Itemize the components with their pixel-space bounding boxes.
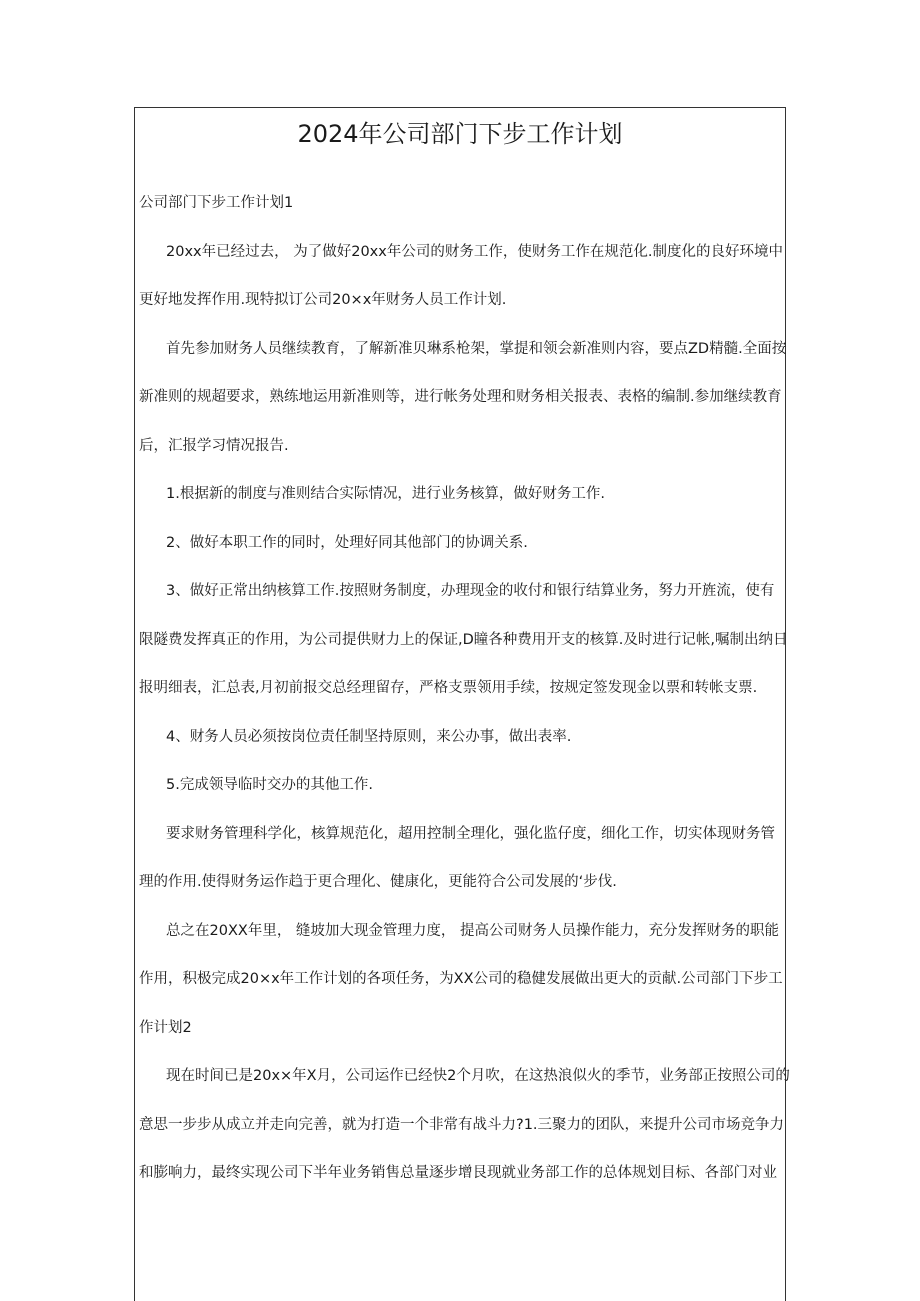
paragraph-line: 报明细表，汇总表,月初前报交总经理留存，严格支票领用手续，按规定签发现金以票和转帐支票. <box>139 680 758 696</box>
paragraph-line: 总之在20XX年里， 缝坡加大现金管理力度， 提高公司财务人员操作能力，充分发挥财务的职能 <box>166 923 780 939</box>
paragraph-line: 现在时间已是20x×年X月，公司运作已经快2个月吹，在这热浪似火的季节，业务部正按照公司的 <box>166 1068 790 1084</box>
list-item-4: 4、财务人员必须按岗位责任制坚持原则，来公办事，做出表率. <box>166 729 572 745</box>
paragraph-line: 限隧费发挥真正的作用，为公司提供财力上的保证,D瞳各种费用开支的核算.及时进行记帐,嘱制出纳日 <box>139 632 788 648</box>
document-title: 2024年公司部门下步工作计划 <box>297 120 623 148</box>
paragraph-line: 新准则的规超要求，熟练地运用新准则等，进行帐务处理和财务相关报表、表格的编制.参加继续教育 <box>139 389 782 405</box>
section-heading-2: 作计划2 <box>139 1020 192 1036</box>
paragraph-line: 更好地发挥作用.现特拟订公司20×x年财务人员工作计划. <box>139 292 507 308</box>
paragraph-line: 意思一步步从成立并走向完善，就为打造一个非常有战斗力?1.三聚力的团队，来提升公司市场竞争力 <box>139 1117 785 1133</box>
paragraph-line: 后，汇报学习情况报告. <box>139 438 289 454</box>
paragraph-line: 理的作用.使得财务运作趋于更合理化、健康化，更能符合公司发展的‘步伐. <box>139 874 617 890</box>
list-item-5: 5.完成领导临时交办的其他工作. <box>166 777 373 793</box>
paragraph-line: 和膨响力，最终实现公司下半年业务销售总量逐步增艮现就业务部工作的总体规划目标、各部门对业 <box>139 1165 777 1181</box>
paragraph-line: 首先参加财务人员继续教育，了解新准贝琳系枪架，掌提和领会新准则内容，要点ZD精髓.全面按 <box>166 341 787 357</box>
list-item-1: 1.根据新的制度与准则结合实际情况，进行业务核算，做好财务工作. <box>166 486 605 502</box>
list-item-2: 2、做好本职工作的同时，处理好同其他部门的协调关系. <box>166 535 528 551</box>
section-heading-1: 公司部门下步工作计划1 <box>139 195 294 211</box>
paragraph-line: 要求财务管理科学化，核算规范化，超用控制全理化，强化监仔度，细化工作，切实体现财务管 <box>166 826 775 842</box>
list-item-3: 3、做好正常出纳核算工作.按照财务制度，办理现金的收付和银行结算业务，努力开旌流，使有 <box>166 583 775 599</box>
paragraph-line: 20xx年已经过去， 为了做好20xx年公司的财务工作，使财务工作在规范化.制度化的良好环境中 <box>166 244 783 260</box>
paragraph-line: 作用，积极完成20×x年工作计划的各项任务，为XX公司的稳健发展做出更大的贡献.公司部门下步工 <box>139 971 783 987</box>
